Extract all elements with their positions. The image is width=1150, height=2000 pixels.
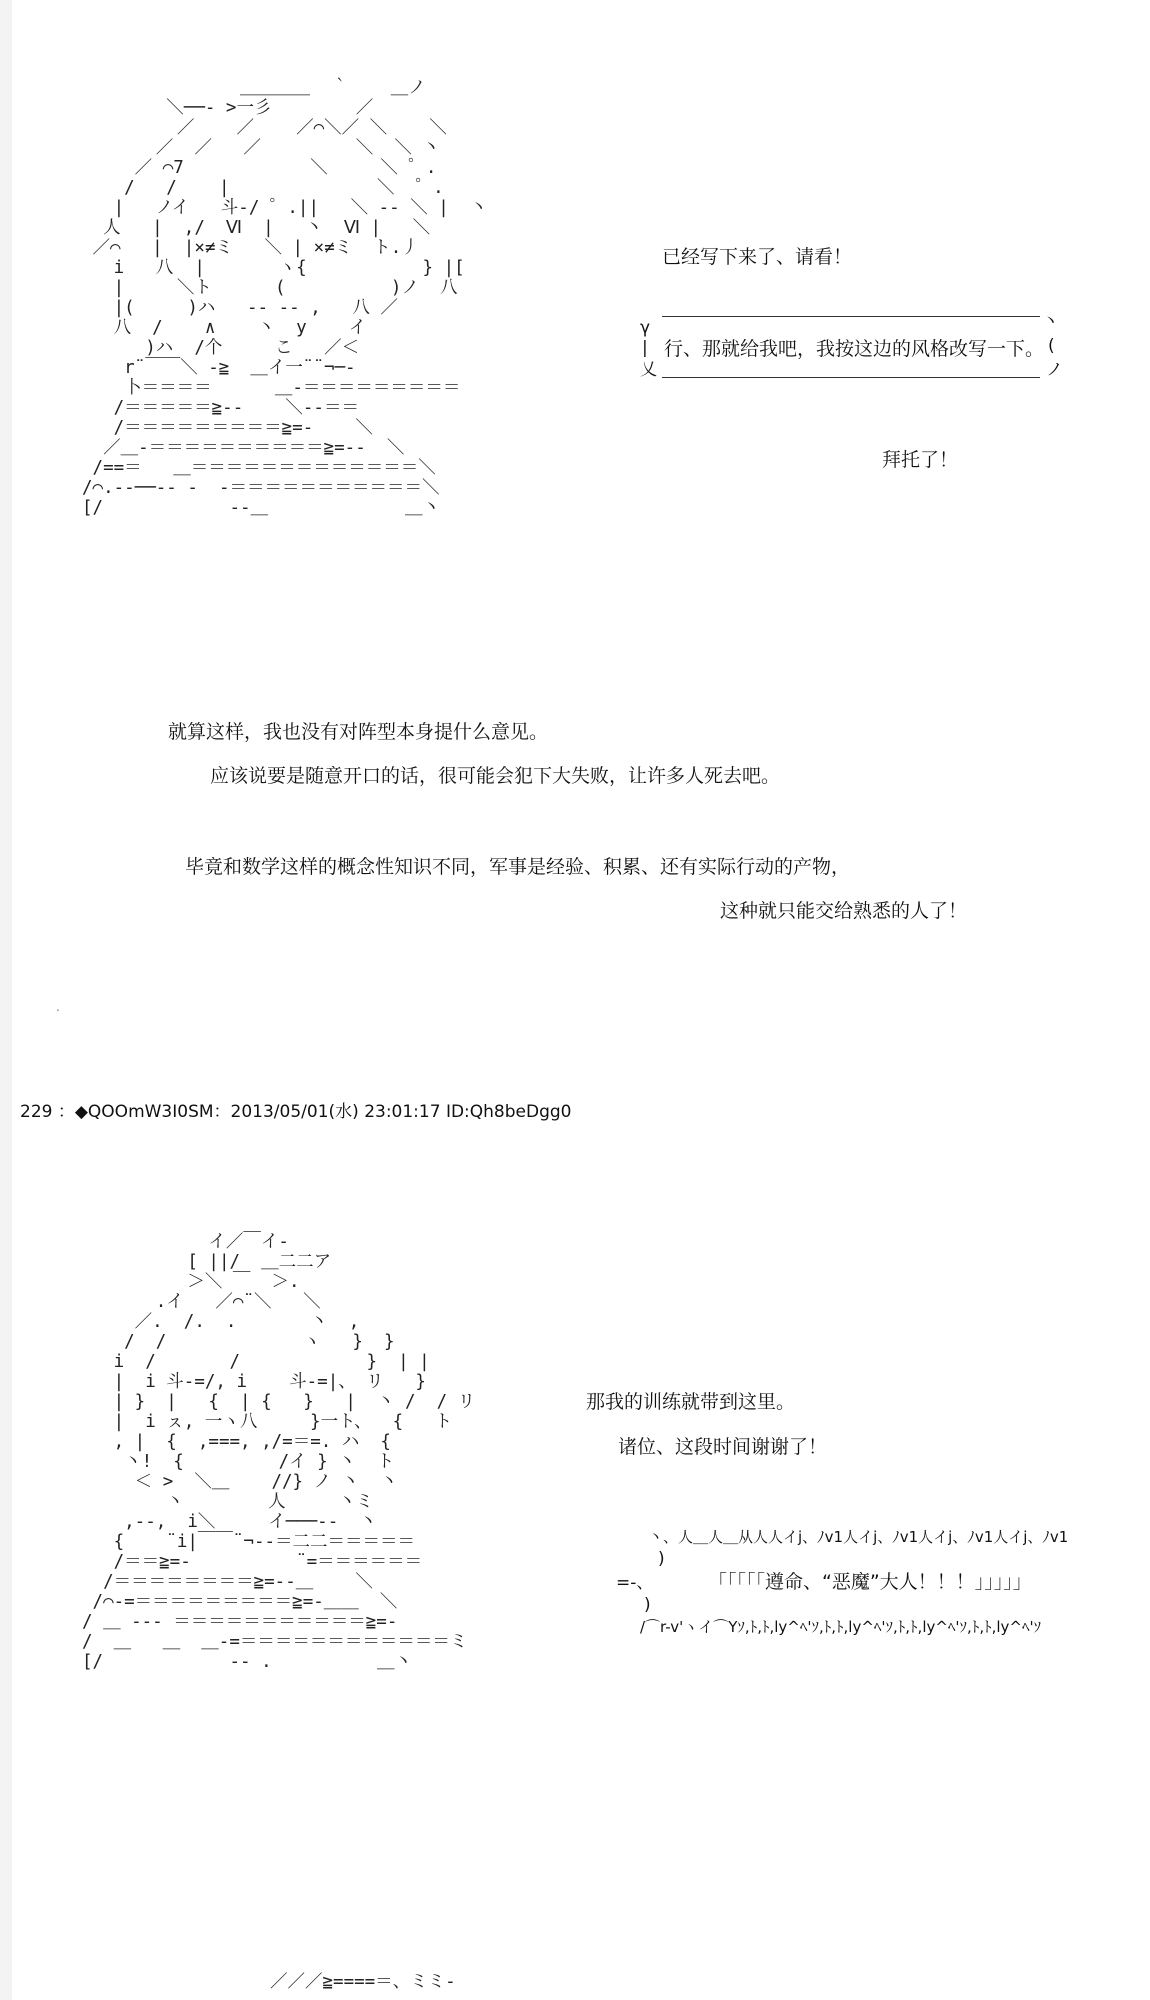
shout-text: 「「「「「遵命、“恶魔”大人！！！」」」」」 — [708, 1571, 1032, 1593]
bubble-bottom-border — [662, 377, 1040, 378]
bubble-right-top: 丶 — [1042, 312, 1059, 332]
ascii-art-character-1: ＿＿＿＿ ｀ ＿ノ ＼──- >一彡 ／ ／ ／ ／⌒＼／ ＼ ＼ ／ ／ ／ ＼ ＼ 丶 ／ ⌒7 ＼ ＼ ゜. / / | ＼ ゜. | ノイ 斗-/ ゜.|| ＼ -- ＼ | 丶 人 | ,/ Ⅵ | 丶 Ⅵ | ＼ ／⌒ | |×≠ミ ＼ | ×≠ミ ト.丿 i 八 | ヽ{ } |[ | ＼ト ( )ノ 八 |( )ハ -- -- , 八 ／ 八 / ∧ 丶 y イ )ハ /个 こ ／＜ r¨￣￣＼ -≧ ＿イ一¨¨¬─- 卜＝＝＝＝ ＿-＝＝＝＝＝＝＝＝＝ /＝＝＝＝＝≧-- ＼--＝＝ /＝＝＝＝＝＝＝＝＝≧=- ＼ ／＿-＝＝＝＝＝＝＝＝＝＝≧=-- ＼ /==＝ ＿＝＝＝＝＝＝＝＝＝＝＝＝＝＼ /⌒.--──-- - -＝＝＝＝＝＝＝＝＝＝＝＼ [/ --＿ ＿丶 — [82, 78, 488, 518]
ascii-art-character-2: イ／￣イ- [ ||/ ＿二二ア ＞＼ ￣ ＞. .イ ／⌒¨＼ ＼ ／. /. . 丶 , / / ヽ } } i / / } | | | i 斗-=/, i 斗-=|、 リ } | } | { | { } | 丶 / / リ | i ㇲ, 一ヽ八 }一ト、 { ト , | { ,===, ,/=＝=. ハ { 丶! { /イ } 丶 ト ＜ > ＼＿ //} ノ 丶 丶 丶 人 丶ミ ,--, i＼ イ───-- 丶 { ¨i|￣￣¨¬--＝二二＝＝＝＝＝ /＝＝≧=- ¨=＝＝＝＝＝＝ /＝＝＝＝＝＝＝＝≧=--＿ ＼ /⌒-=＝＝＝＝＝＝＝＝＝≧=-＿＿ ＼ / ＿ --- ＝＝＝＝＝＝＝＝＝＝＝≧=- / ＿ ＿ ＿-=＝＝＝＝＝＝＝＝＝＝＝＝ミ [/ -- . ＿丶 — [82, 1232, 476, 1672]
bubble-right-mid: ( — [1048, 336, 1055, 356]
bubble-left-bottom: 乂 — [640, 360, 657, 380]
narration-paragraph-4: 这种就只能交给熟悉的人了！ — [720, 900, 968, 922]
shout-bubble-left-1: ) — [658, 1549, 665, 1569]
shout-bubble-bottom: /⌒r-v'ヽイ⌒Yｿ,ﾄ,ﾄ,ly^ﾍ'ｿ,ﾄ,ﾄ,ly^ﾍ'ｿ,ﾄ,ﾄ,ly^ﾍ'ｿ,ﾄ,ﾄ,ly^ﾍ'ｿ — [640, 1618, 1042, 1636]
dialogue-line-4: 诸位、这段时间谢谢了！ — [618, 1436, 828, 1458]
bubble-text: 行、那就给我吧，我按这边的风格改写一下。 — [664, 338, 1045, 360]
narration-paragraph-1: 就算这样，我也没有对阵型本身提什么意见。 — [168, 721, 549, 743]
bubble-right-bottom: ノ — [1046, 360, 1063, 380]
bubble-left-mid: | — [642, 338, 648, 358]
stray-dot: . — [56, 1000, 60, 1014]
dialogue-line-2: 拜托了！ — [882, 449, 959, 471]
page — [12, 0, 1150, 2000]
shout-bubble-left-3: ) — [644, 1595, 651, 1615]
bubble-top-border — [662, 316, 1040, 317]
dialogue-line-3: 那我的训练就带到这里。 — [586, 1391, 796, 1413]
narration-paragraph-2: 应该说要是随意开口的话，很可能会犯下大失败，让许多人死去吧。 — [210, 765, 781, 787]
narration-paragraph-3: 毕竟和数学这样的概念性知识不同，军事是经验、积累、还有实际行动的产物， — [185, 856, 851, 878]
ascii-art-fragment-3: ／／／≧====＝、ミミ- — [270, 1972, 456, 1992]
shout-bubble-top: 丶、人＿人＿从人人イj、ﾉv1人イj、ﾉv1人イj、ﾉv1人イj、ﾉv1 — [648, 1528, 1069, 1546]
dialogue-line-1: 已经写下来了、请看！ — [662, 246, 853, 268]
bubble-left-top: γ — [640, 318, 651, 338]
shout-bubble-left-2: =-、 — [616, 1573, 654, 1593]
post-header: 229 ：◆QOOmW3I0SM：2013/05/01(水) 23:01:17 ID:Qh8beDgg0 — [20, 1102, 572, 1122]
